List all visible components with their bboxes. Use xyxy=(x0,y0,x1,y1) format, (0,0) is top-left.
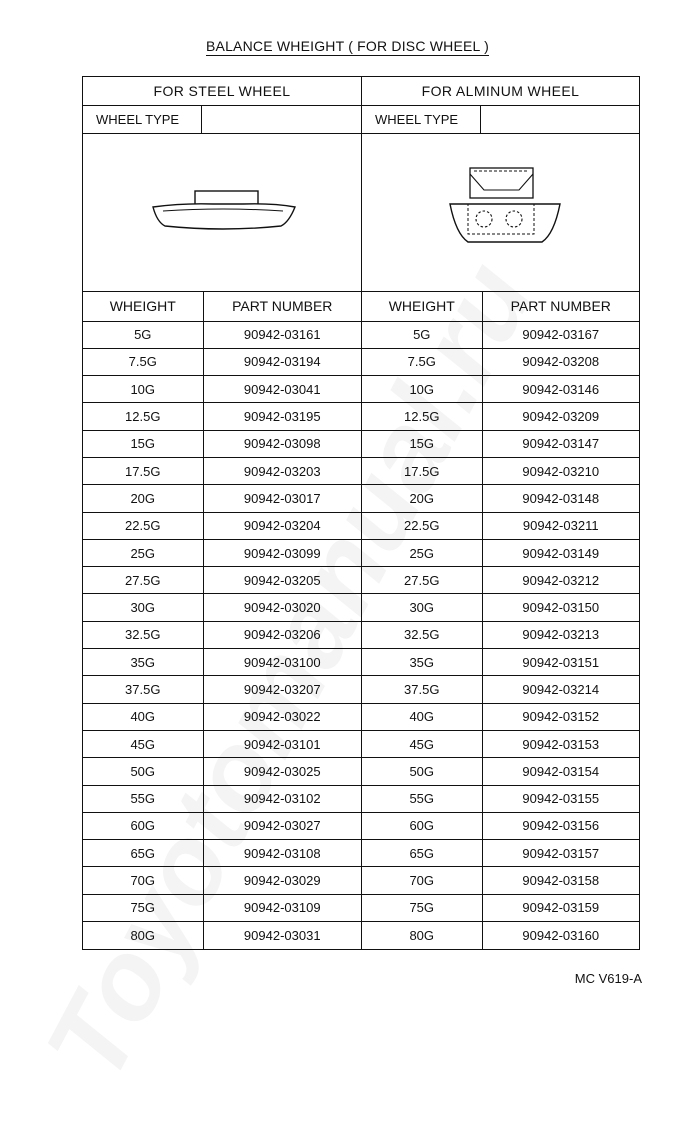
part-number-cell: 90942-03208 xyxy=(482,348,639,375)
part-number-cell: 90942-03195 xyxy=(203,403,361,430)
weight-cell: 35G xyxy=(362,649,482,676)
weight-cell: 25G xyxy=(83,539,203,566)
table-row xyxy=(362,840,639,867)
table-row xyxy=(362,376,639,403)
part-number-cell: 90942-03155 xyxy=(482,785,639,812)
table-row xyxy=(362,567,639,594)
part-number-cell: 90942-03209 xyxy=(482,403,639,430)
weight-cell: 17.5G xyxy=(362,457,482,484)
table-row xyxy=(362,430,639,457)
weight-cell: 35G xyxy=(83,649,203,676)
part-number-cell: 90942-03029 xyxy=(203,867,361,894)
steel-wheel-heading: FOR STEEL WHEEL xyxy=(83,77,361,106)
part-number-cell: 90942-03102 xyxy=(203,785,361,812)
weight-cell: 37.5G xyxy=(362,676,482,703)
table-row xyxy=(362,894,639,921)
table-row xyxy=(83,594,361,621)
document-code: MC V619-A xyxy=(574,971,642,986)
steel-weight-illustration xyxy=(83,134,361,292)
steel-parts-table xyxy=(83,292,361,949)
table-row xyxy=(83,812,361,839)
weight-cell: 70G xyxy=(83,867,203,894)
table-row xyxy=(83,321,361,348)
table-row xyxy=(362,758,639,785)
part-number-cell: 90942-03152 xyxy=(482,703,639,730)
weight-cell: 27.5G xyxy=(362,567,482,594)
aluminum-parts-table xyxy=(362,292,639,949)
weight-cell: 40G xyxy=(362,703,482,730)
wheel-type-row xyxy=(83,106,639,134)
table-row xyxy=(362,812,639,839)
table-row xyxy=(83,376,361,403)
weight-cell: 5G xyxy=(83,321,203,348)
part-number-cell: 90942-03151 xyxy=(482,649,639,676)
part-number-cell: 90942-03161 xyxy=(203,321,361,348)
part-number-cell: 90942-03206 xyxy=(203,621,361,648)
aluminum-part-number-header: PART NUMBER xyxy=(482,292,639,321)
steel-wheel-type-value xyxy=(202,106,361,133)
table-row xyxy=(362,621,639,648)
aluminum-weight-header: WHEIGHT xyxy=(362,292,482,321)
table-row xyxy=(362,649,639,676)
part-number-cell: 90942-03157 xyxy=(482,840,639,867)
part-number-cell: 90942-03167 xyxy=(482,321,639,348)
weight-cell: 15G xyxy=(83,430,203,457)
parts-tables xyxy=(83,292,639,949)
weight-cell: 75G xyxy=(83,894,203,921)
part-number-cell: 90942-03101 xyxy=(203,730,361,757)
table-row xyxy=(83,403,361,430)
table-row xyxy=(362,485,639,512)
weight-cell: 75G xyxy=(362,894,482,921)
part-number-cell: 90942-03041 xyxy=(203,376,361,403)
weight-cell: 32.5G xyxy=(362,621,482,648)
part-number-cell: 90942-03211 xyxy=(482,512,639,539)
part-number-cell: 90942-03108 xyxy=(203,840,361,867)
weight-cell: 20G xyxy=(362,485,482,512)
weight-cell: 17.5G xyxy=(83,457,203,484)
weight-cell: 27.5G xyxy=(83,567,203,594)
weight-cell: 65G xyxy=(362,840,482,867)
part-number-cell: 90942-03159 xyxy=(482,894,639,921)
weight-cell: 25G xyxy=(362,539,482,566)
table-row xyxy=(83,840,361,867)
table-row xyxy=(83,703,361,730)
table-row xyxy=(362,403,639,430)
table-row xyxy=(83,785,361,812)
table-row xyxy=(362,676,639,703)
part-number-cell: 90942-03022 xyxy=(203,703,361,730)
weight-cell: 60G xyxy=(83,812,203,839)
aluminum-wheel-type-value xyxy=(481,106,639,133)
weight-cell: 20G xyxy=(83,485,203,512)
part-number-cell: 90942-03194 xyxy=(203,348,361,375)
table-row xyxy=(362,539,639,566)
steel-part-number-header: PART NUMBER xyxy=(203,292,361,321)
table-row xyxy=(362,922,639,949)
weight-cell: 5G xyxy=(362,321,482,348)
part-number-cell: 90942-03156 xyxy=(482,812,639,839)
weight-cell: 7.5G xyxy=(362,348,482,375)
part-number-cell: 90942-03148 xyxy=(482,485,639,512)
weight-cell: 22.5G xyxy=(362,512,482,539)
weight-cell: 45G xyxy=(362,730,482,757)
weight-cell: 10G xyxy=(83,376,203,403)
weight-cell: 55G xyxy=(362,785,482,812)
aluminum-weight-illustration xyxy=(361,134,639,292)
table-row xyxy=(362,703,639,730)
table-row xyxy=(83,430,361,457)
table-row xyxy=(83,649,361,676)
table-row xyxy=(83,676,361,703)
aluminum-wheel-type xyxy=(361,106,639,134)
part-number-cell: 90942-03153 xyxy=(482,730,639,757)
section-headings xyxy=(83,77,639,106)
weight-cell: 80G xyxy=(83,922,203,949)
part-number-cell: 90942-03027 xyxy=(203,812,361,839)
part-number-cell: 90942-03214 xyxy=(482,676,639,703)
steel-wheel-type-label: WHEEL TYPE xyxy=(83,106,202,133)
table-row xyxy=(83,485,361,512)
balance-weight-table xyxy=(82,76,640,950)
steel-table-header xyxy=(83,292,361,321)
weight-cell: 7.5G xyxy=(83,348,203,375)
illustration-row xyxy=(83,134,639,292)
part-number-cell: 90942-03025 xyxy=(203,758,361,785)
part-number-cell: 90942-03203 xyxy=(203,457,361,484)
table-row xyxy=(83,621,361,648)
table-row xyxy=(83,539,361,566)
table-row xyxy=(83,567,361,594)
steel-parts-section xyxy=(83,292,361,949)
weight-cell: 45G xyxy=(83,730,203,757)
weight-cell: 50G xyxy=(362,758,482,785)
table-row xyxy=(362,594,639,621)
weight-cell: 30G xyxy=(83,594,203,621)
part-number-cell: 90942-03160 xyxy=(522,927,600,943)
part-number-cell: 90942-03213 xyxy=(482,621,639,648)
table-row xyxy=(83,457,361,484)
weight-cell: 65G xyxy=(83,840,203,867)
part-number-cell: 90942-03204 xyxy=(203,512,361,539)
table-row xyxy=(362,348,639,375)
part-number-cell: 90942-03212 xyxy=(482,567,639,594)
table-row xyxy=(83,922,361,949)
part-number-cell: 90942-03109 xyxy=(203,894,361,921)
table-row xyxy=(83,730,361,757)
weight-cell: 22.5G xyxy=(83,512,203,539)
table-row xyxy=(83,894,361,921)
weight-cell: 12.5G xyxy=(83,403,203,430)
table-row xyxy=(362,867,639,894)
part-number-cell: 90942-03150 xyxy=(482,594,639,621)
weight-cell: 12.5G xyxy=(362,403,482,430)
part-number-cell: 90942-03098 xyxy=(203,430,361,457)
table-row xyxy=(83,867,361,894)
table-row xyxy=(83,348,361,375)
weight-cell: 80G xyxy=(362,922,482,949)
weight-cell: 70G xyxy=(362,867,482,894)
part-number-cell: 90942-03031 xyxy=(243,927,321,943)
part-number-cell: 90942-03099 xyxy=(203,539,361,566)
part-number-cell: 90942-03017 xyxy=(203,485,361,512)
aluminum-wheel-type-label: WHEEL TYPE xyxy=(362,106,481,133)
table-row xyxy=(83,512,361,539)
weight-cell: 55G xyxy=(83,785,203,812)
part-number-cell: 90942-03147 xyxy=(482,430,639,457)
weight-cell: 32.5G xyxy=(83,621,203,648)
table-row xyxy=(362,321,639,348)
part-number-cell: 90942-03146 xyxy=(482,376,639,403)
part-number-cell: 90942-03100 xyxy=(203,649,361,676)
weight-cell: 15G xyxy=(362,430,482,457)
part-number-cell: 90942-03158 xyxy=(482,867,639,894)
table-row xyxy=(83,758,361,785)
table-row xyxy=(362,785,639,812)
weight-cell: 40G xyxy=(83,703,203,730)
weight-cell: 37.5G xyxy=(83,676,203,703)
weight-cell: 50G xyxy=(83,758,203,785)
part-number-cell: 90942-03210 xyxy=(482,457,639,484)
part-number-cell: 90942-03205 xyxy=(203,567,361,594)
aluminum-wheel-heading: FOR ALMINUM WHEEL xyxy=(361,77,639,106)
table-row xyxy=(362,512,639,539)
table-row xyxy=(362,457,639,484)
steel-weight-header: WHEIGHT xyxy=(83,292,203,321)
part-number-cell: 90942-03149 xyxy=(482,539,639,566)
aluminum-adhesive-weight-icon xyxy=(362,134,640,292)
aluminum-parts-section xyxy=(361,292,639,949)
steel-wheel-type xyxy=(83,106,361,134)
part-number-cell: 90942-03154 xyxy=(482,758,639,785)
page-title: BALANCE WHEIGHT ( FOR DISC WHEEL ) xyxy=(206,38,489,54)
weight-cell: 10G xyxy=(362,376,482,403)
aluminum-table-header xyxy=(362,292,639,321)
part-number-cell: 90942-03207 xyxy=(203,676,361,703)
steel-clip-weight-icon xyxy=(83,134,361,292)
table-row xyxy=(362,730,639,757)
part-number-cell: 90942-03020 xyxy=(203,594,361,621)
weight-cell: 60G xyxy=(362,812,482,839)
weight-cell: 30G xyxy=(362,594,482,621)
